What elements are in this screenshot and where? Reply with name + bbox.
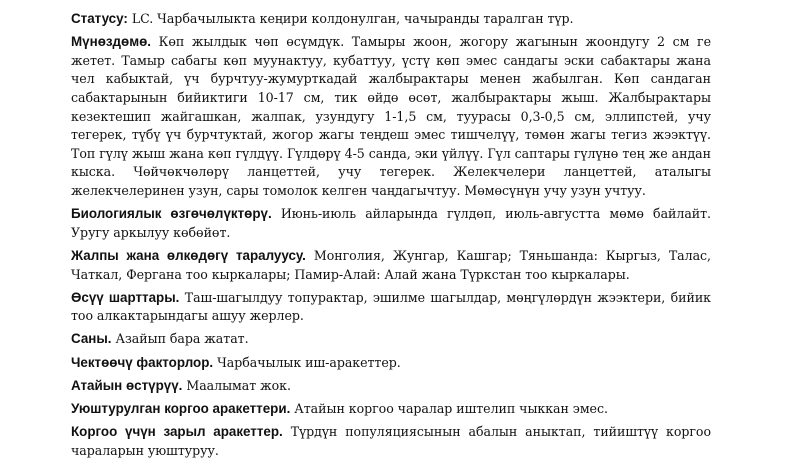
description-label: Мүнөздөмө.: [71, 34, 152, 50]
protection-measures-paragraph: [71, 400, 711, 419]
description-paragraph: [71, 33, 711, 200]
abundance-label: Саны.: [71, 331, 112, 347]
limiting-factors-text: Чарбачылык иш-аракеттер.: [213, 354, 401, 370]
required-actions-text: Түрдүн популяциясынын абалын аныктап, тийиштүү коргоо чараларын уюштуруу.: [71, 424, 711, 458]
protection-measures-text: Атайын коргоо чаралар иштелип чыккан эмес.: [290, 401, 608, 417]
protection-measures-label: Уюштурулган коргоо аракеттери.: [71, 401, 291, 417]
status-text: LC. Чарбачылыкта кеңири колдонулган, чачыранды таралган түр.: [127, 11, 574, 26]
required-actions-label: Коргоо үчүн зарыл аракеттер.: [71, 424, 283, 440]
limiting-factors-label: Чектөөчү факторлор.: [71, 354, 214, 370]
cultivation-paragraph: [71, 377, 711, 396]
species-description-document: [71, 10, 711, 465]
status-paragraph: [71, 10, 711, 29]
habitat-text: Таш-шагылдуу топурактар, эшилме шагылдар, мөңгүлөрдүн жээктери, бийик тоо алкактарындагы ашуу жерлер.: [71, 289, 711, 324]
biology-text: Июнь-июль айларында гүлдөп, июль-августта мөмө байлайт. Уругу аркылуу көбөйөт.: [71, 206, 711, 240]
distribution-label: Жалпы жана өлкөдөгү таралуусу.: [71, 247, 306, 263]
biology-label: Биологиялык өзгөчөлүктөрү.: [71, 206, 272, 222]
habitat-label: Өсүү шарттары.: [71, 289, 180, 305]
abundance-paragraph: [71, 330, 711, 349]
status-label: Статусу:: [71, 11, 128, 26]
distribution-paragraph: [71, 247, 711, 284]
required-actions-paragraph: [71, 423, 711, 460]
cultivation-label: Атайын өстүрүү.: [71, 377, 183, 393]
biology-paragraph: [71, 205, 711, 242]
cultivation-text: Маалымат жок.: [182, 377, 291, 393]
description-text: Көп жылдык чөп өсүмдүк. Тамыры жоон, жогору жагынын жоондугу 2 см ге жетет. Тамыр сабагы көп муунактуу, кубаттуу, үстү көп эмес сандагы эски сабактары жана чел кабыктай, үч бурчтуу-жумурткадай жалбырактары менен жабылган. Көп сандаган сабактарынын бийиктиги 10-17 см, тик өйдө өсөт, жалбырактары жыш. Жалбырактары кезектешип жайгашкан, жалпак, узундугу 1-1,5 см, туурасы 0,3-0,5 см, эллипстей, учу тегерек, түбү үч бурчтуктай, жогор жагы теңдеш эмес тишчелүү, төмөн жагы тегиз жээктүү. Топ гүлү жыш жана көп гүлдүү. Гүлдөрү 4-5 санда, эки үйлүү. Гүл саптары гүлүнө тең же андан кыска. Чөйчөкчөлөрү ланцеттей, учу тегерек. Желекчелери ланцеттей, аталыгы желекчелеринен узун, сары томолок келген чаңдагычтуу. Мөмөсүнүн учу узун учтуу.: [71, 34, 711, 198]
distribution-text: Монголия, Жунгар, Кашгар; Тяньшанда: Кыргыз, Талас, Чаткал, Фергана тоо кыркалары; Памир-Алай: Алай жана Түркстан тоо кыркалары.: [71, 247, 711, 282]
abundance-text: Азайып бара жатат.: [111, 331, 249, 347]
habitat-paragraph: [71, 289, 711, 326]
limiting-factors-paragraph: [71, 354, 711, 373]
